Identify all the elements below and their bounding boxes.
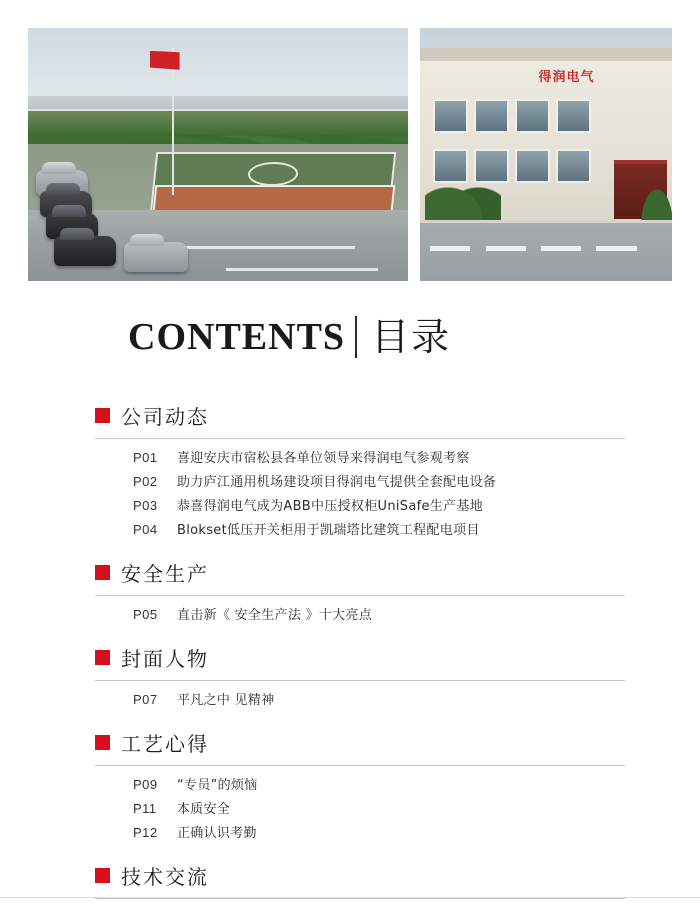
entry-page: P09 [133, 777, 158, 792]
red-square-icon [95, 650, 110, 665]
parked-car [54, 236, 116, 266]
spacer [95, 848, 655, 858]
shrubs [637, 180, 672, 226]
flag [150, 51, 180, 70]
toc-section [95, 555, 655, 628]
toc-section [95, 858, 655, 899]
toc-section [95, 398, 655, 543]
shrubs [425, 170, 501, 221]
entry-page: P07 [133, 692, 158, 707]
section-title: 公司动态 [121, 404, 209, 429]
entry-page: P01 [133, 450, 158, 465]
toc-entry[interactable] [133, 471, 655, 495]
section-header[interactable] [95, 640, 655, 674]
roof-edge [420, 48, 672, 61]
footer-divider [0, 897, 700, 898]
section-title: 安全生产 [121, 561, 209, 586]
toc-section [95, 725, 655, 846]
toc-entry[interactable] [133, 519, 655, 543]
window-row [433, 99, 592, 133]
parked-car [124, 242, 188, 272]
factory-building-photo [420, 28, 672, 281]
spacer [95, 630, 655, 640]
entry-page: P05 [133, 607, 158, 622]
section-divider [95, 680, 625, 681]
section-header[interactable] [95, 398, 655, 432]
photo-band [0, 28, 700, 281]
section-entries [95, 689, 655, 713]
toc-entry[interactable] [133, 604, 655, 628]
entry-page: P12 [133, 825, 158, 840]
red-square-icon [95, 868, 110, 883]
contents-title-english: CONTENTS [128, 316, 346, 358]
entry-text: 喜迎安庆市宿松县各单位领导来得润电气参观考察 [177, 451, 470, 466]
toc-section [95, 640, 655, 713]
window [556, 99, 591, 133]
building-sign: 得润电气 [538, 69, 595, 85]
section-title: 技术交流 [121, 864, 209, 889]
entry-page: P11 [133, 801, 157, 816]
window [515, 149, 550, 183]
section-divider [95, 438, 625, 439]
entry-page: P03 [133, 498, 158, 513]
entry-page: P04 [133, 522, 158, 537]
section-divider [95, 765, 625, 766]
red-square-icon [95, 565, 110, 580]
crosswalk-stripe [541, 246, 581, 251]
entry-text: 助力庐江通用机场建设项目得润电气提供全套配电设备 [177, 475, 497, 490]
lane-line [226, 268, 378, 271]
section-divider [95, 898, 625, 899]
section-entries [95, 604, 655, 628]
window [433, 99, 468, 133]
crosswalk-stripe [430, 246, 470, 251]
spacer [95, 545, 655, 555]
toc-entry[interactable] [133, 774, 655, 798]
red-square-icon [95, 735, 110, 750]
section-header[interactable] [95, 858, 655, 892]
window [515, 99, 550, 133]
crosswalk-stripe [596, 246, 636, 251]
entry-text: 正确认识考勤 [177, 826, 257, 841]
entry-text: 平凡之中 见精神 [177, 693, 275, 708]
toc-entry[interactable] [133, 822, 655, 846]
title-divider [355, 316, 357, 358]
toc-entry[interactable] [133, 495, 655, 519]
spacer [95, 715, 655, 725]
toc-entry[interactable] [133, 798, 655, 822]
section-header[interactable] [95, 555, 655, 589]
contents-title-chinese: 目录 [371, 315, 452, 359]
section-entries [95, 447, 655, 543]
entry-text: 恭喜得润电气成为ABB中压授权柜UniSafe生产基地 [177, 499, 483, 514]
entry-text: “专员”的烦恼 [177, 778, 258, 793]
section-title: 工艺心得 [121, 731, 209, 756]
flagpole [172, 48, 174, 195]
toc-entry[interactable] [133, 689, 655, 713]
entry-text: Blokset低压开关柜用于凯瑞塔比建筑工程配电项目 [177, 523, 480, 538]
table-of-contents [95, 398, 655, 907]
road-ground [420, 223, 672, 281]
window [474, 99, 509, 133]
window [556, 149, 591, 183]
company-campus-photo [28, 28, 408, 281]
entry-text: 本质安全 [177, 802, 231, 817]
crosswalk-stripe [486, 246, 526, 251]
entry-page: P02 [133, 474, 158, 489]
section-header[interactable] [95, 725, 655, 759]
toc-entry[interactable] [133, 447, 655, 471]
red-square-icon [95, 408, 110, 423]
section-divider [95, 595, 625, 596]
lane-line [180, 246, 355, 249]
section-title: 封面人物 [121, 646, 209, 671]
entry-text: 直击新《 安全生产法 》十大亮点 [177, 608, 373, 623]
page-title [128, 316, 451, 358]
section-entries [95, 774, 655, 846]
